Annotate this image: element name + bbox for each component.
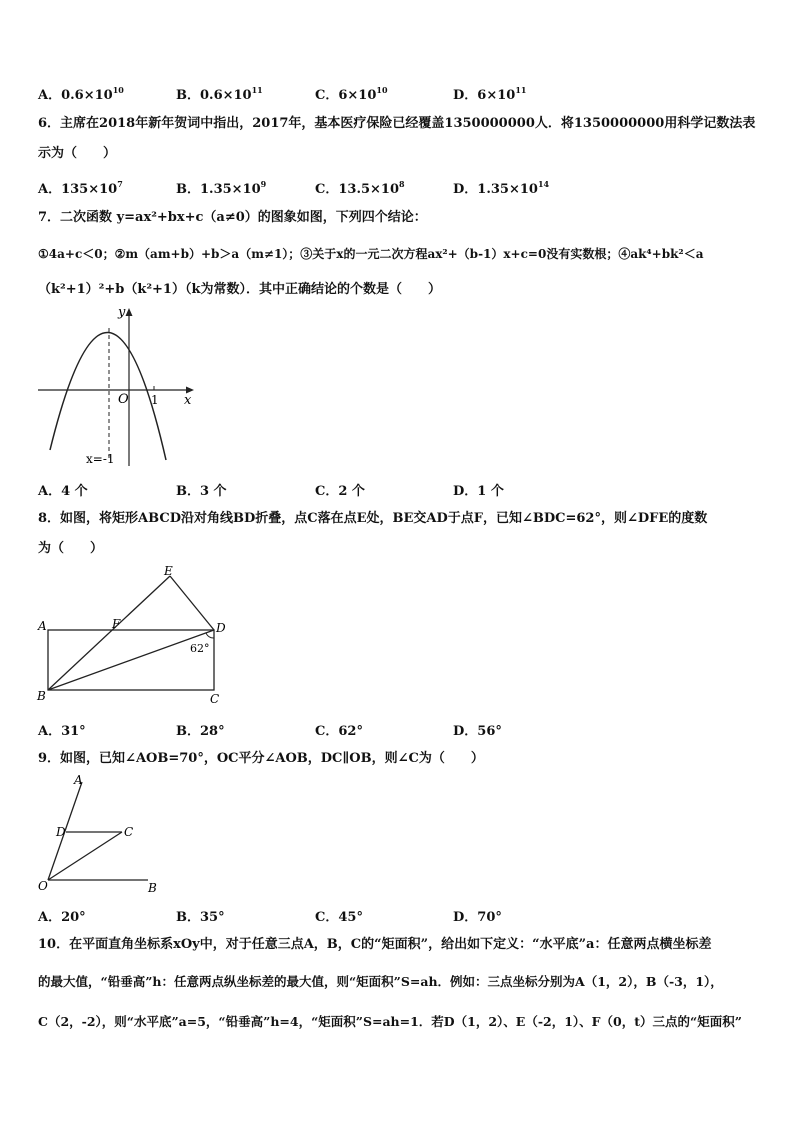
- label-o: O: [38, 879, 48, 893]
- q5-option-a: A．$0.6\times 10^{10}$: [38, 85, 124, 103]
- q10-text-line1: 10．在平面直角坐标系xOy中，对于任意三点A，B，C的“矩面积”，给出如下定义：“水平底”a：任意两点横坐标差: [38, 937, 712, 952]
- q6-option-d: D．$1.35\times 10^{14}$: [453, 179, 550, 197]
- q6-text-line2: 示为（ ）: [38, 146, 117, 161]
- q7-text-line1: 7．二次函数 y=ax²+bx+c（a≠0）的图象如图，下列四个结论：: [38, 210, 427, 225]
- q8-rectangle-figure: [34, 562, 234, 708]
- q9-option-a: A．20°: [38, 910, 86, 925]
- q9-option-c: C．45°: [315, 910, 363, 925]
- q6-option-a: A．$135\times 10^7$: [38, 179, 123, 197]
- label-e: E: [164, 564, 173, 578]
- angle-label: 62°: [190, 642, 210, 655]
- q8-text-line2: 为（ ）: [38, 541, 104, 556]
- q9-angle-figure: [36, 770, 166, 896]
- q10-text-line3: C（2，-2），则“水平底”a=5，“铅垂高”h=4，“矩面积”S=ah=1．若D（1，2）、E（-2，1）、F（0，t）三点的“矩面积”: [38, 1014, 742, 1029]
- label-f: F: [112, 617, 121, 631]
- q8-option-c: C．62°: [315, 724, 363, 739]
- y-axis-label: y: [118, 305, 126, 320]
- tick-one-label: 1: [151, 393, 159, 407]
- q8-option-a: A．31°: [38, 724, 86, 739]
- segment-be: [48, 576, 170, 690]
- q10-text-line2: 的最大值，“铅垂高”h：任意两点纵坐标差的最大值，则“矩面积”S=ah．例如：三点坐标分别为A（1，2），B（-3，1），: [38, 974, 723, 989]
- q6-option-c: C．$13.5\times 10^8$: [315, 179, 405, 197]
- symmetry-axis-label: x=-1: [86, 452, 115, 466]
- q8-option-b: B．28°: [176, 724, 225, 739]
- q7-option-c: C．2 个: [315, 484, 365, 499]
- x-axis-label: x: [184, 393, 192, 408]
- q9-text-line1: 9．如图，已知∠AOB=70°，OC平分∠AOB，DC∥OB，则∠C为（ ）: [38, 751, 484, 766]
- label-a: A: [74, 773, 83, 787]
- q8-text-line1: 8．如图，将矩形ABCD沿对角线BD折叠，点C落在点E处，BE交AD于点F，已知∠BDC=62°，则∠DFE的度数: [38, 511, 708, 526]
- q5-option-c: C．$6\times 10^{10}$: [315, 85, 388, 103]
- ray-oc: [48, 832, 122, 880]
- label-d: D: [216, 621, 226, 635]
- label-b: B: [37, 689, 46, 703]
- q6-text-line1: 6．主席在2018年新年贺词中指出，2017年，基本医疗保险已经覆盖1350000000人．将1350000000用科学记数法表: [38, 116, 756, 131]
- segment-de: [170, 576, 214, 630]
- q7-text-line3: （k²+1）²+b（k²+1）（k为常数）．其中正确结论的个数是（ ）: [38, 282, 441, 297]
- label-b: B: [148, 881, 157, 895]
- q7-parabola-figure: [36, 300, 200, 470]
- q5-option-d: D．$6\times 10^{11}$: [453, 85, 527, 103]
- label-a: A: [38, 619, 47, 633]
- q9-option-b: B．35°: [176, 910, 225, 925]
- origin-label: O: [118, 392, 129, 407]
- label-d: D: [56, 825, 66, 839]
- angle-arc: [206, 633, 214, 638]
- q7-text-line2: ①4a+c＜0；②m（am+b）+b＞a（m≠1）；③关于x的一元二次方程ax²+（b-1）x+c=0没有实数根；④ak⁴+bk²＜a: [38, 247, 704, 261]
- q5-option-b: B．$0.6\times 10^{11}$: [176, 85, 263, 103]
- label-c: C: [124, 825, 134, 839]
- q7-option-a: A．4 个: [38, 484, 88, 499]
- q6-option-b: B．$1.35\times 10^9$: [176, 179, 267, 197]
- label-c: C: [210, 692, 220, 706]
- q9-option-d: D．70°: [453, 910, 502, 925]
- q7-option-d: D．1 个: [453, 484, 504, 499]
- q7-option-b: B．3 个: [176, 484, 227, 499]
- diagonal-bd: [48, 630, 214, 690]
- q8-option-d: D．56°: [453, 724, 502, 739]
